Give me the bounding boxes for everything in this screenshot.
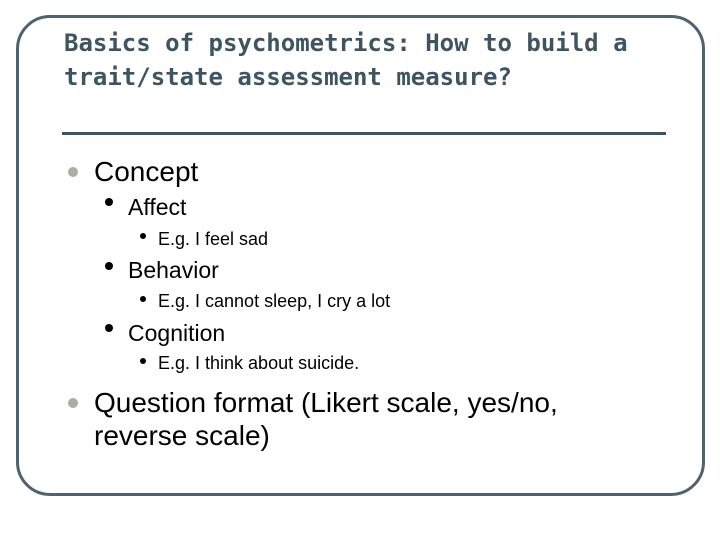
bullet-question-format-line2: reverse scale) (94, 420, 270, 451)
example-behavior: E.g. I cannot sleep, I cry a lot (158, 291, 391, 311)
bullet-icon (105, 262, 113, 270)
bullet-question-format-line1: Question format (Likert scale, yes/no, (94, 387, 558, 418)
bullet-icon (140, 296, 146, 302)
bullet-icon (68, 398, 78, 408)
example-cognition: E.g. I think about suicide. (158, 353, 360, 373)
bullet-icon (105, 324, 113, 332)
title-underline (62, 132, 666, 135)
bullet-cognition: Cognition (128, 320, 226, 346)
bullet-behavior: Behavior (128, 257, 219, 283)
bullet-affect: Affect (128, 194, 187, 220)
bullet-icon (68, 167, 78, 177)
slide-title: Basics of psychometrics: How to build a trait/state assessment measure? (64, 29, 628, 91)
example-affect: E.g. I feel sad (158, 229, 269, 249)
bullet-icon (140, 233, 146, 239)
bullet-concept: Concept (94, 156, 199, 187)
bullet-icon (140, 358, 146, 364)
bullet-icon (105, 198, 113, 206)
